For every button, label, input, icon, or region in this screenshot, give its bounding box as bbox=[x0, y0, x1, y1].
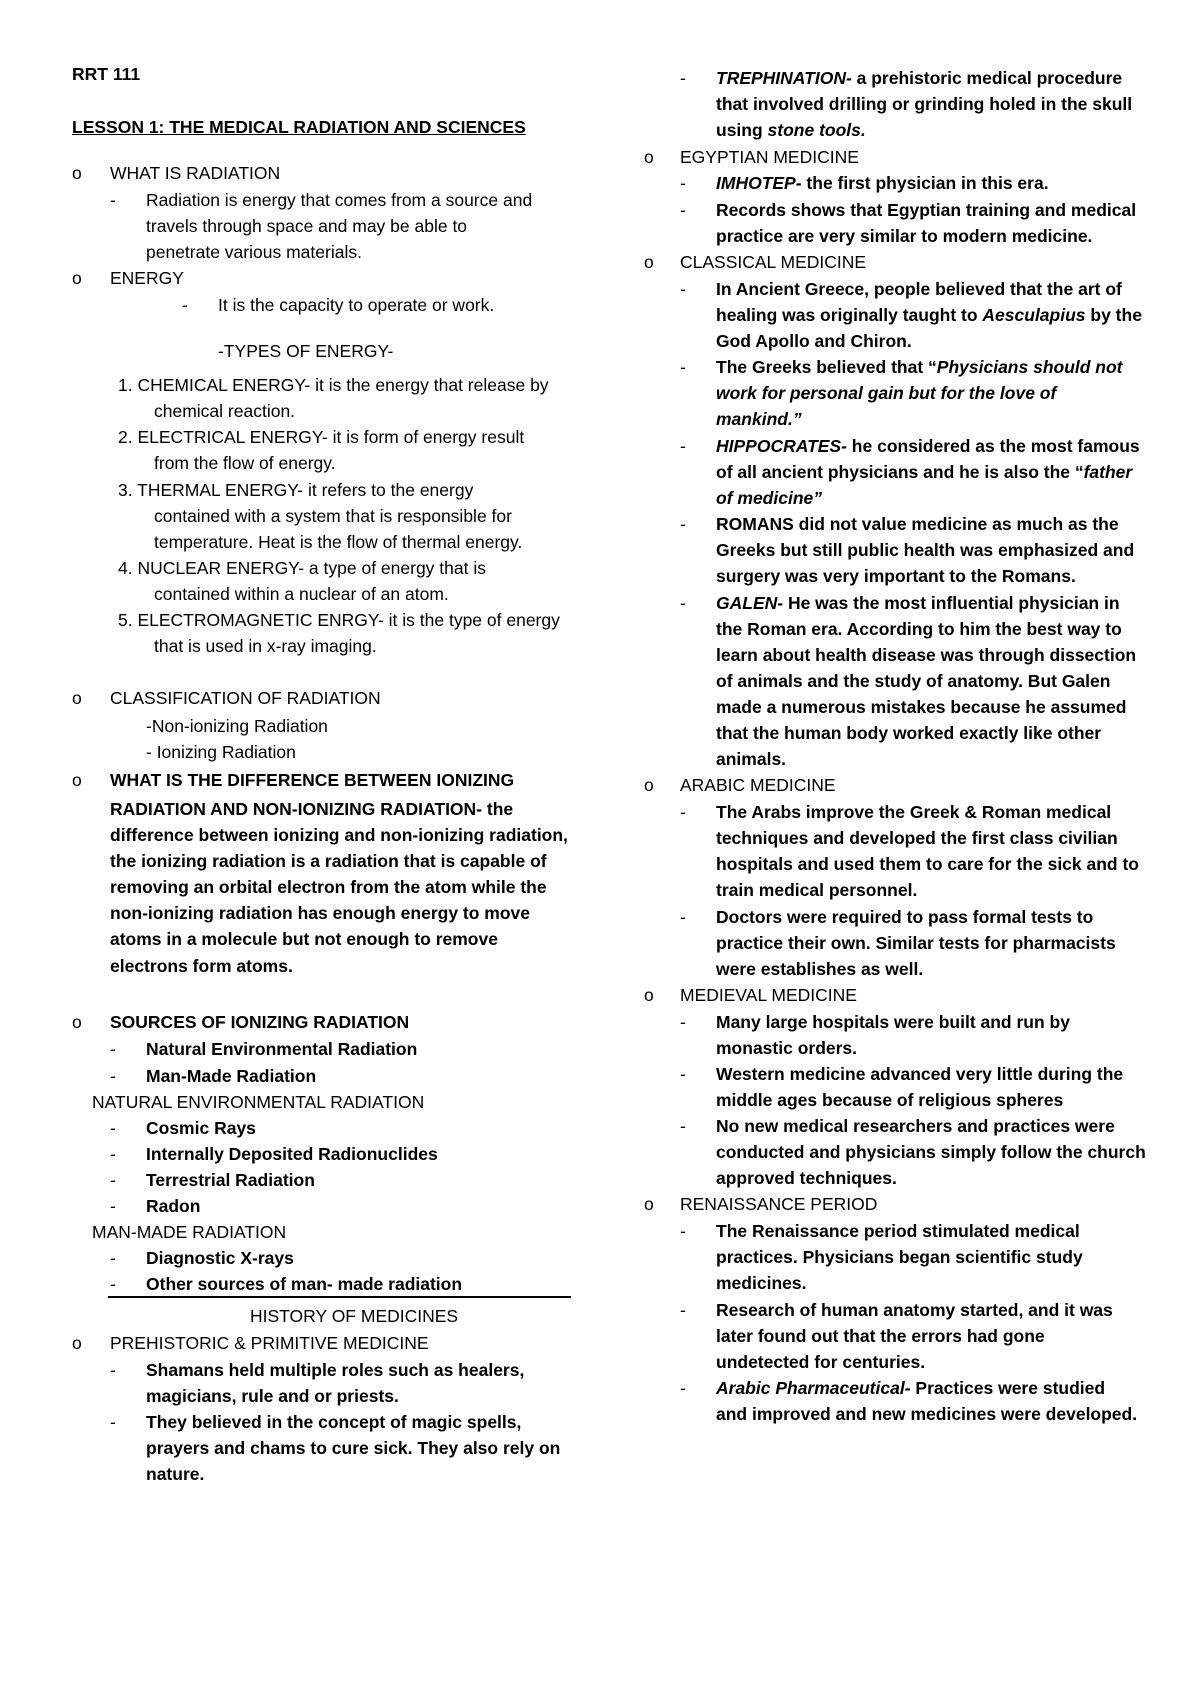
text-line bbox=[680, 143, 859, 171]
text-line bbox=[154, 449, 336, 477]
text-line bbox=[716, 1008, 1070, 1036]
text-span: - bbox=[680, 279, 686, 299]
text-span: hospitals and used them to care for the sick and to bbox=[716, 854, 1139, 874]
text-span: Diagnostic X-rays bbox=[146, 1248, 294, 1268]
text-line bbox=[680, 1190, 877, 1218]
text-span: techniques and developed the first class civilian bbox=[716, 828, 1118, 848]
text-span: Natural Environmental Radiation bbox=[146, 1039, 418, 1059]
text-span: -TYPES OF ENERGY- bbox=[218, 341, 394, 361]
text-line bbox=[716, 1060, 1123, 1088]
text-line bbox=[110, 1329, 429, 1357]
text-line bbox=[118, 606, 560, 634]
text-line bbox=[680, 248, 866, 276]
text-span: 1. CHEMICAL ENERGY- it is the energy that release by bbox=[118, 375, 549, 395]
text-span: o bbox=[72, 268, 82, 288]
dash-marker bbox=[110, 1035, 116, 1063]
text-line bbox=[154, 397, 295, 425]
text-span: stone tools. bbox=[767, 120, 866, 140]
text-span: MAN-MADE RADIATION bbox=[92, 1222, 287, 1242]
text-span: - bbox=[110, 1144, 116, 1164]
text-span: - bbox=[680, 593, 686, 613]
text-line bbox=[716, 1138, 1146, 1166]
text-span: ARABIC MEDICINE bbox=[680, 775, 836, 795]
dash-marker bbox=[680, 1008, 686, 1036]
text-span: -Non-ionizing Radiation bbox=[146, 716, 328, 736]
text-span: The Arabs improve the Greek & Roman medical bbox=[716, 802, 1112, 822]
text-line bbox=[716, 458, 1132, 486]
text-span: middle ages because of religious spheres bbox=[716, 1090, 1064, 1110]
text-span: work for personal gain but for the love of bbox=[716, 383, 1057, 403]
text-span: father bbox=[1083, 462, 1133, 482]
text-span: Terrestrial Radiation bbox=[146, 1170, 315, 1190]
text-span: o bbox=[72, 770, 82, 790]
text-line bbox=[716, 222, 1092, 250]
dash-marker bbox=[680, 432, 686, 460]
text-line bbox=[716, 929, 1116, 957]
text-line bbox=[154, 502, 512, 530]
text-span: WHAT IS THE DIFFERENCE BETWEEN IONIZING bbox=[110, 770, 515, 790]
text-span: - bbox=[680, 68, 686, 88]
text-span: - bbox=[680, 1064, 686, 1084]
bullet-marker bbox=[72, 684, 82, 712]
text-line bbox=[146, 1140, 438, 1168]
text-line bbox=[716, 1400, 1137, 1428]
text-line bbox=[118, 371, 549, 399]
text-span: contained with a system that is responsible for bbox=[154, 506, 512, 526]
text-line bbox=[716, 1217, 1080, 1245]
text-span: and improved and new medicines were developed. bbox=[716, 1404, 1138, 1424]
text-span: practice are very similar to modern medicine. bbox=[716, 226, 1093, 246]
text-span: by the bbox=[1085, 305, 1142, 325]
text-span: made a numerous mistakes because he assumed bbox=[716, 697, 1127, 717]
text-span: - bbox=[680, 802, 686, 822]
text-line bbox=[146, 1356, 524, 1384]
text-line bbox=[716, 824, 1118, 852]
bullet-marker bbox=[72, 1008, 82, 1036]
dash-marker bbox=[680, 1374, 686, 1402]
text-span: that involved drilling or grinding holed in the skull bbox=[716, 94, 1133, 114]
text-span: - bbox=[110, 1039, 116, 1059]
text-span: Other sources of man- made radiation bbox=[146, 1274, 463, 1294]
text-line bbox=[92, 1088, 424, 1116]
text-span: electrons form atoms. bbox=[110, 956, 293, 976]
text-line bbox=[716, 562, 1076, 590]
text-span: Practices were studied bbox=[910, 1378, 1106, 1398]
text-span: - bbox=[110, 1248, 116, 1268]
text-span: - bbox=[680, 200, 686, 220]
text-span: RRT 111 bbox=[72, 64, 141, 84]
text-line bbox=[680, 771, 836, 799]
bullet-marker bbox=[644, 1190, 654, 1218]
text-line bbox=[72, 60, 140, 88]
text-span: CLASSICAL MEDICINE bbox=[680, 252, 867, 272]
bullet-marker bbox=[644, 981, 654, 1009]
text-line bbox=[716, 405, 802, 433]
dash-marker bbox=[680, 1112, 686, 1140]
text-span: were establishes as well. bbox=[716, 959, 924, 979]
text-span: prayers and chams to cure sick. They also rely on bbox=[146, 1438, 561, 1458]
dash-marker bbox=[110, 1244, 116, 1272]
text-span: mankind.” bbox=[716, 409, 802, 429]
text-span: 4. NUCLEAR ENERGY- a type of energy that is bbox=[118, 558, 486, 578]
text-span: practice their own. Similar tests for pharmacists bbox=[716, 933, 1116, 953]
text-span: magicians, rule and or priests. bbox=[146, 1386, 399, 1406]
text-line bbox=[716, 693, 1126, 721]
text-span: - bbox=[110, 1170, 116, 1190]
text-line bbox=[716, 798, 1111, 826]
text-line bbox=[716, 1296, 1113, 1324]
text-span: chemical reaction. bbox=[154, 401, 296, 421]
text-span: practices. Physicians began scientific study bbox=[716, 1247, 1083, 1267]
text-span: - bbox=[680, 1378, 686, 1398]
text-span: o bbox=[72, 1333, 82, 1353]
text-span: train medical personnel. bbox=[716, 880, 918, 900]
text-line bbox=[110, 684, 381, 712]
text-line bbox=[118, 423, 524, 451]
text-line bbox=[110, 847, 547, 875]
dash-marker bbox=[680, 169, 686, 197]
text-span: Physicians should not bbox=[936, 357, 1123, 377]
text-line bbox=[716, 589, 1120, 617]
text-span: healing was originally taught to bbox=[716, 305, 983, 325]
text-span: Radon bbox=[146, 1196, 201, 1216]
text-line bbox=[716, 196, 1136, 224]
text-line bbox=[146, 238, 362, 266]
text-line bbox=[716, 1322, 1045, 1350]
text-line bbox=[146, 1244, 294, 1272]
section-divider-line bbox=[108, 1296, 571, 1298]
text-span: Aesculapius bbox=[982, 305, 1086, 325]
text-line bbox=[146, 738, 296, 766]
text-span: - bbox=[680, 1116, 686, 1136]
dash-marker bbox=[680, 275, 686, 303]
text-span: IMHOTEP- bbox=[716, 173, 802, 193]
text-span: Arabic Pharmaceutical- bbox=[716, 1378, 911, 1398]
text-span: o bbox=[644, 252, 654, 272]
text-line bbox=[146, 1460, 204, 1488]
text-line bbox=[716, 1348, 925, 1376]
text-span: - bbox=[680, 436, 686, 456]
text-span: Western medicine advanced very little during the bbox=[716, 1064, 1124, 1084]
text-span: Shamans held multiple roles such as healers, bbox=[146, 1360, 525, 1380]
text-span: ENERGY bbox=[110, 268, 184, 288]
text-line bbox=[146, 1035, 417, 1063]
text-span: nature. bbox=[146, 1464, 205, 1484]
text-span: approved techniques. bbox=[716, 1168, 897, 1188]
text-span: - bbox=[680, 1300, 686, 1320]
dash-marker bbox=[680, 798, 686, 826]
text-line bbox=[154, 632, 377, 660]
text-line bbox=[250, 1302, 458, 1330]
text-line bbox=[716, 327, 912, 355]
text-span: - bbox=[110, 1274, 116, 1294]
text-line bbox=[716, 1269, 806, 1297]
text-span: - bbox=[680, 907, 686, 927]
text-line bbox=[716, 1034, 857, 1062]
text-span: travels through space and may be able to bbox=[146, 216, 468, 236]
text-line bbox=[110, 766, 514, 794]
text-span: of all ancient physicians and he is also the “ bbox=[716, 462, 1084, 482]
text-span: SOURCES OF IONIZING RADIATION bbox=[110, 1012, 410, 1032]
text-line bbox=[716, 64, 1122, 92]
text-span: Records shows that Egyptian training and medical bbox=[716, 200, 1137, 220]
text-span: - bbox=[110, 1118, 116, 1138]
text-span: - bbox=[110, 190, 116, 210]
dash-marker bbox=[680, 903, 686, 931]
dash-marker bbox=[110, 1270, 116, 1298]
dash-marker bbox=[182, 291, 188, 319]
text-line bbox=[146, 1382, 399, 1410]
dash-marker bbox=[110, 1356, 116, 1384]
text-span: monastic orders. bbox=[716, 1038, 858, 1058]
text-span: using bbox=[716, 120, 768, 140]
text-span: HIPPOCRATES- bbox=[716, 436, 847, 456]
text-span: The Renaissance period stimulated medical bbox=[716, 1221, 1080, 1241]
text-line bbox=[716, 719, 1101, 747]
text-span: - bbox=[680, 514, 686, 534]
text-span: learn about health disease was through dissection bbox=[716, 645, 1137, 665]
text-span: from the flow of energy. bbox=[154, 453, 336, 473]
text-span: 2. ELECTRICAL ENERGY- it is form of energy result bbox=[118, 427, 525, 447]
text-span: a prehistoric medical procedure bbox=[851, 68, 1123, 88]
text-line bbox=[716, 903, 1093, 931]
bullet-marker bbox=[72, 766, 82, 794]
dash-marker bbox=[110, 1140, 116, 1168]
text-span: of animals and the study of anatomy. But Galen bbox=[716, 671, 1111, 691]
text-line bbox=[72, 113, 526, 141]
text-span: Man-Made Radiation bbox=[146, 1066, 317, 1086]
text-span: The Greeks believed that “ bbox=[716, 357, 937, 377]
text-span: LESSON 1: THE MEDICAL RADIATION AND SCIENCES bbox=[72, 117, 526, 137]
text-line bbox=[716, 484, 822, 512]
text-span: that the human body worked exactly like other bbox=[716, 723, 1102, 743]
text-span: RADIATION AND NON-IONIZING RADIATION- the bbox=[110, 799, 514, 819]
text-line bbox=[716, 745, 786, 773]
dash-marker bbox=[110, 1166, 116, 1194]
text-line bbox=[716, 169, 1049, 197]
bullet-marker bbox=[644, 248, 654, 276]
text-span: RENAISSANCE PERIOD bbox=[680, 1194, 878, 1214]
text-span: Greeks but still public health was emphasized and bbox=[716, 540, 1135, 560]
text-line bbox=[716, 667, 1110, 695]
text-span: o bbox=[72, 688, 82, 708]
text-span: the ionizing radiation is a radiation that is capable of bbox=[110, 851, 547, 871]
bullet-marker bbox=[72, 1329, 82, 1357]
text-span: that is used in x-ray imaging. bbox=[154, 636, 377, 656]
text-line bbox=[680, 981, 857, 1009]
text-span: They believed in the concept of magic spells, bbox=[146, 1412, 522, 1432]
dash-marker bbox=[680, 1217, 686, 1245]
text-line bbox=[110, 795, 513, 823]
text-span: - Ionizing Radiation bbox=[146, 742, 296, 762]
dash-marker bbox=[680, 353, 686, 381]
text-line bbox=[146, 212, 467, 240]
text-line bbox=[716, 90, 1132, 118]
dash-marker bbox=[680, 196, 686, 224]
text-line bbox=[110, 821, 568, 849]
text-span: - bbox=[680, 173, 686, 193]
text-line bbox=[716, 641, 1136, 669]
dash-marker bbox=[680, 1060, 686, 1088]
text-span: o bbox=[72, 163, 82, 183]
text-line bbox=[110, 873, 547, 901]
text-span: contained within a nuclear of an atom. bbox=[154, 584, 449, 604]
text-line bbox=[110, 264, 184, 292]
text-span: In Ancient Greece, people believed that the art of bbox=[716, 279, 1122, 299]
bullet-marker bbox=[644, 771, 654, 799]
text-span: - bbox=[182, 295, 188, 315]
text-span: medicines. bbox=[716, 1273, 807, 1293]
text-span: - bbox=[680, 1221, 686, 1241]
dash-marker bbox=[110, 1062, 116, 1090]
text-span: - bbox=[110, 1196, 116, 1216]
text-line bbox=[146, 1270, 462, 1298]
dash-marker bbox=[110, 1192, 116, 1220]
text-span: - bbox=[680, 357, 686, 377]
text-span: CLASSIFICATION OF RADIATION bbox=[110, 688, 381, 708]
text-span: of medicine” bbox=[716, 488, 822, 508]
text-span: Many large hospitals were built and run by bbox=[716, 1012, 1070, 1032]
text-span: removing an orbital electron from the atom while the bbox=[110, 877, 547, 897]
text-line bbox=[146, 1166, 315, 1194]
text-span: 5. ELECTROMAGNETIC ENRGY- it is the type of energy bbox=[118, 610, 560, 630]
text-line bbox=[154, 528, 522, 556]
text-span: o bbox=[644, 147, 654, 167]
text-line bbox=[716, 275, 1122, 303]
text-span: HISTORY OF MEDICINES bbox=[250, 1306, 459, 1326]
text-span: ROMANS did not value medicine as much as the bbox=[716, 514, 1119, 534]
text-line bbox=[146, 1408, 521, 1436]
text-line bbox=[110, 1008, 409, 1036]
text-line bbox=[716, 353, 1123, 381]
text-line bbox=[110, 159, 280, 187]
text-span: WHAT IS RADIATION bbox=[110, 163, 281, 183]
text-span: NATURAL ENVIRONMENTAL RADIATION bbox=[92, 1092, 425, 1112]
dash-marker bbox=[110, 1114, 116, 1142]
text-line bbox=[716, 1112, 1115, 1140]
text-span: GALEN- bbox=[716, 593, 784, 613]
text-line bbox=[716, 301, 1142, 329]
text-span: Cosmic Rays bbox=[146, 1118, 256, 1138]
text-span: - bbox=[680, 1012, 686, 1032]
text-span: he considered as the most famous bbox=[846, 436, 1140, 456]
text-span: temperature. Heat is the flow of thermal energy. bbox=[154, 532, 523, 552]
text-line bbox=[716, 615, 1122, 643]
bullet-marker bbox=[72, 264, 82, 292]
dash-marker bbox=[110, 186, 116, 214]
text-span: animals. bbox=[716, 749, 787, 769]
text-span: surgery was very important to the Romans. bbox=[716, 566, 1076, 586]
text-span: conducted and physicians simply follow the church bbox=[716, 1142, 1146, 1162]
text-line bbox=[716, 1374, 1105, 1402]
text-line bbox=[716, 536, 1134, 564]
text-span: o bbox=[644, 1194, 654, 1214]
text-span: He was the most influential physician in bbox=[783, 593, 1120, 613]
text-span: PREHISTORIC & PRIMITIVE MEDICINE bbox=[110, 1333, 429, 1353]
text-line bbox=[118, 554, 486, 582]
text-span: No new medical researchers and practices were bbox=[716, 1116, 1115, 1136]
text-line bbox=[92, 1218, 286, 1246]
text-span: o bbox=[644, 985, 654, 1005]
dash-marker bbox=[680, 589, 686, 617]
text-line bbox=[716, 1086, 1063, 1114]
text-line bbox=[716, 432, 1140, 460]
text-span: the Roman era. According to him the best way to bbox=[716, 619, 1122, 639]
text-line bbox=[146, 186, 532, 214]
text-line bbox=[146, 712, 328, 740]
text-line bbox=[118, 476, 473, 504]
text-span: undetected for centuries. bbox=[716, 1352, 926, 1372]
text-line bbox=[716, 850, 1139, 878]
text-line bbox=[218, 291, 494, 319]
text-span: EGYPTIAN MEDICINE bbox=[680, 147, 859, 167]
text-span: - bbox=[110, 1066, 116, 1086]
text-span: - bbox=[110, 1360, 116, 1380]
text-line bbox=[716, 379, 1056, 407]
text-line bbox=[716, 1243, 1083, 1271]
text-span: Doctors were required to pass formal tests to bbox=[716, 907, 1094, 927]
dash-marker bbox=[680, 510, 686, 538]
text-line bbox=[716, 1164, 897, 1192]
text-line bbox=[716, 955, 923, 983]
text-line bbox=[716, 116, 866, 144]
text-line bbox=[146, 1192, 200, 1220]
text-line bbox=[716, 510, 1119, 538]
text-span: Internally Deposited Radionuclides bbox=[146, 1144, 438, 1164]
text-span: o bbox=[72, 1012, 82, 1032]
bullet-marker bbox=[72, 159, 82, 187]
text-span: non-ionizing radiation has enough energy to move bbox=[110, 903, 531, 923]
text-line bbox=[110, 925, 498, 953]
text-span: TREPHINATION- bbox=[716, 68, 852, 88]
text-span: penetrate various materials. bbox=[146, 242, 362, 262]
text-span: It is the capacity to operate or work. bbox=[218, 295, 495, 315]
text-line bbox=[716, 876, 917, 904]
bullet-marker bbox=[644, 143, 654, 171]
text-line bbox=[110, 899, 530, 927]
text-span: Radiation is energy that comes from a source and bbox=[146, 190, 533, 210]
text-line bbox=[110, 952, 293, 980]
text-line bbox=[218, 337, 393, 365]
dash-marker bbox=[680, 64, 686, 92]
text-line bbox=[146, 1114, 256, 1142]
text-span: o bbox=[644, 775, 654, 795]
text-span: 3. THERMAL ENERGY- it refers to the energy bbox=[118, 480, 474, 500]
dash-marker bbox=[680, 1296, 686, 1324]
text-line bbox=[146, 1062, 316, 1090]
text-span: - bbox=[110, 1412, 116, 1432]
text-span: atoms in a molecule but not enough to remove bbox=[110, 929, 498, 949]
text-span: God Apollo and Chiron. bbox=[716, 331, 912, 351]
text-span: MEDIEVAL MEDICINE bbox=[680, 985, 857, 1005]
text-line bbox=[154, 580, 449, 608]
text-line bbox=[146, 1434, 560, 1462]
text-span: the first physician in this era. bbox=[801, 173, 1049, 193]
text-span: difference between ionizing and non-ionizing radiation, bbox=[110, 825, 568, 845]
dash-marker bbox=[110, 1408, 116, 1436]
text-span: Research of human anatomy started, and it was bbox=[716, 1300, 1113, 1320]
text-span: later found out that the errors had gone bbox=[716, 1326, 1045, 1346]
